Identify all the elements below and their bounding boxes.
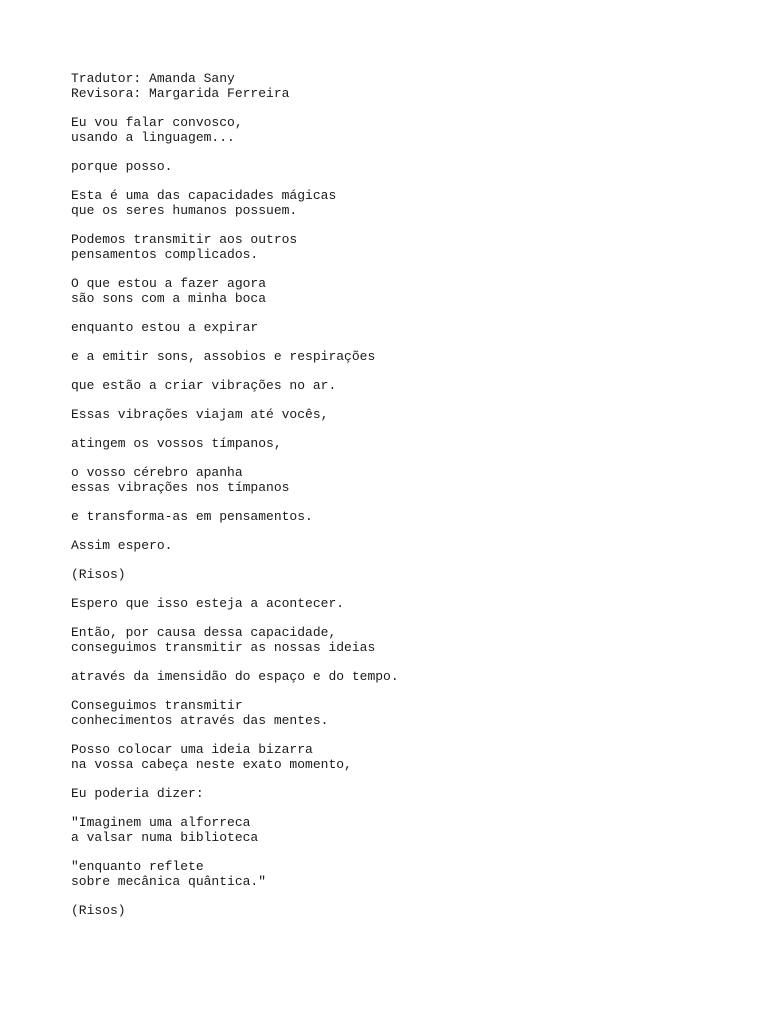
text-line: o vosso cérebro apanha xyxy=(71,465,243,480)
text-line: atingem os vossos tímpanos, xyxy=(71,436,282,451)
text-line: O que estou a fazer agora xyxy=(71,276,267,291)
text-line: enquanto estou a expirar xyxy=(71,320,259,335)
text-line: conseguimos transmitir as nossas ideias xyxy=(71,640,376,655)
paragraph xyxy=(71,71,731,101)
text-line: na vossa cabeça neste exato momento, xyxy=(71,757,352,772)
paragraph xyxy=(71,407,731,422)
text-line: Assim espero. xyxy=(71,538,173,553)
text-line: (Risos) xyxy=(71,567,126,582)
paragraph xyxy=(71,378,731,393)
text-line: essas vibrações nos tímpanos xyxy=(71,480,290,495)
paragraph xyxy=(71,698,731,728)
text-line: e transforma-as em pensamentos. xyxy=(71,509,313,524)
text-line: que estão a criar vibrações no ar. xyxy=(71,378,337,393)
text-line: sobre mecânica quântica." xyxy=(71,874,267,889)
paragraph xyxy=(71,742,731,772)
paragraph xyxy=(71,436,731,451)
paragraph xyxy=(71,567,731,582)
paragraph xyxy=(71,188,731,218)
paragraph xyxy=(71,320,731,335)
text-line: pensamentos complicados. xyxy=(71,247,259,262)
text-line: através da imensidão do espaço e do tempo. xyxy=(71,669,399,684)
document-page xyxy=(71,71,731,932)
text-line: que os seres humanos possuem. xyxy=(71,203,298,218)
text-line: Conseguimos transmitir xyxy=(71,698,243,713)
paragraph xyxy=(71,349,731,364)
paragraph xyxy=(71,903,731,918)
text-line: e a emitir sons, assobios e respirações xyxy=(71,349,376,364)
paragraph xyxy=(71,232,731,262)
paragraph xyxy=(71,625,731,655)
paragraph xyxy=(71,509,731,524)
text-line: a valsar numa biblioteca xyxy=(71,830,259,845)
paragraph xyxy=(71,115,731,145)
text-line: Eu vou falar convosco, xyxy=(71,115,243,130)
text-line: Revisora: Margarida Ferreira xyxy=(71,86,290,101)
text-line: conhecimentos através das mentes. xyxy=(71,713,329,728)
text-line: Podemos transmitir aos outros xyxy=(71,232,298,247)
text-line: usando a linguagem... xyxy=(71,130,235,145)
text-line: Essas vibrações viajam até vocês, xyxy=(71,407,329,422)
text-line: Posso colocar uma ideia bizarra xyxy=(71,742,313,757)
text-line: são sons com a minha boca xyxy=(71,291,267,306)
text-line: "enquanto reflete xyxy=(71,859,204,874)
text-line: Tradutor: Amanda Sany xyxy=(71,71,235,86)
paragraph xyxy=(71,669,731,684)
paragraph xyxy=(71,465,731,495)
paragraph xyxy=(71,596,731,611)
paragraph xyxy=(71,276,731,306)
text-line: Esta é uma das capacidades mágicas xyxy=(71,188,337,203)
paragraph xyxy=(71,538,731,553)
paragraph xyxy=(71,159,731,174)
text-line: Espero que isso esteja a acontecer. xyxy=(71,596,345,611)
paragraph xyxy=(71,815,731,845)
text-line: Eu poderia dizer: xyxy=(71,786,204,801)
text-line: porque posso. xyxy=(71,159,173,174)
paragraph xyxy=(71,786,731,801)
text-line: Então, por causa dessa capacidade, xyxy=(71,625,337,640)
paragraph xyxy=(71,859,731,889)
text-line: "Imaginem uma alforreca xyxy=(71,815,251,830)
text-line: (Risos) xyxy=(71,903,126,918)
